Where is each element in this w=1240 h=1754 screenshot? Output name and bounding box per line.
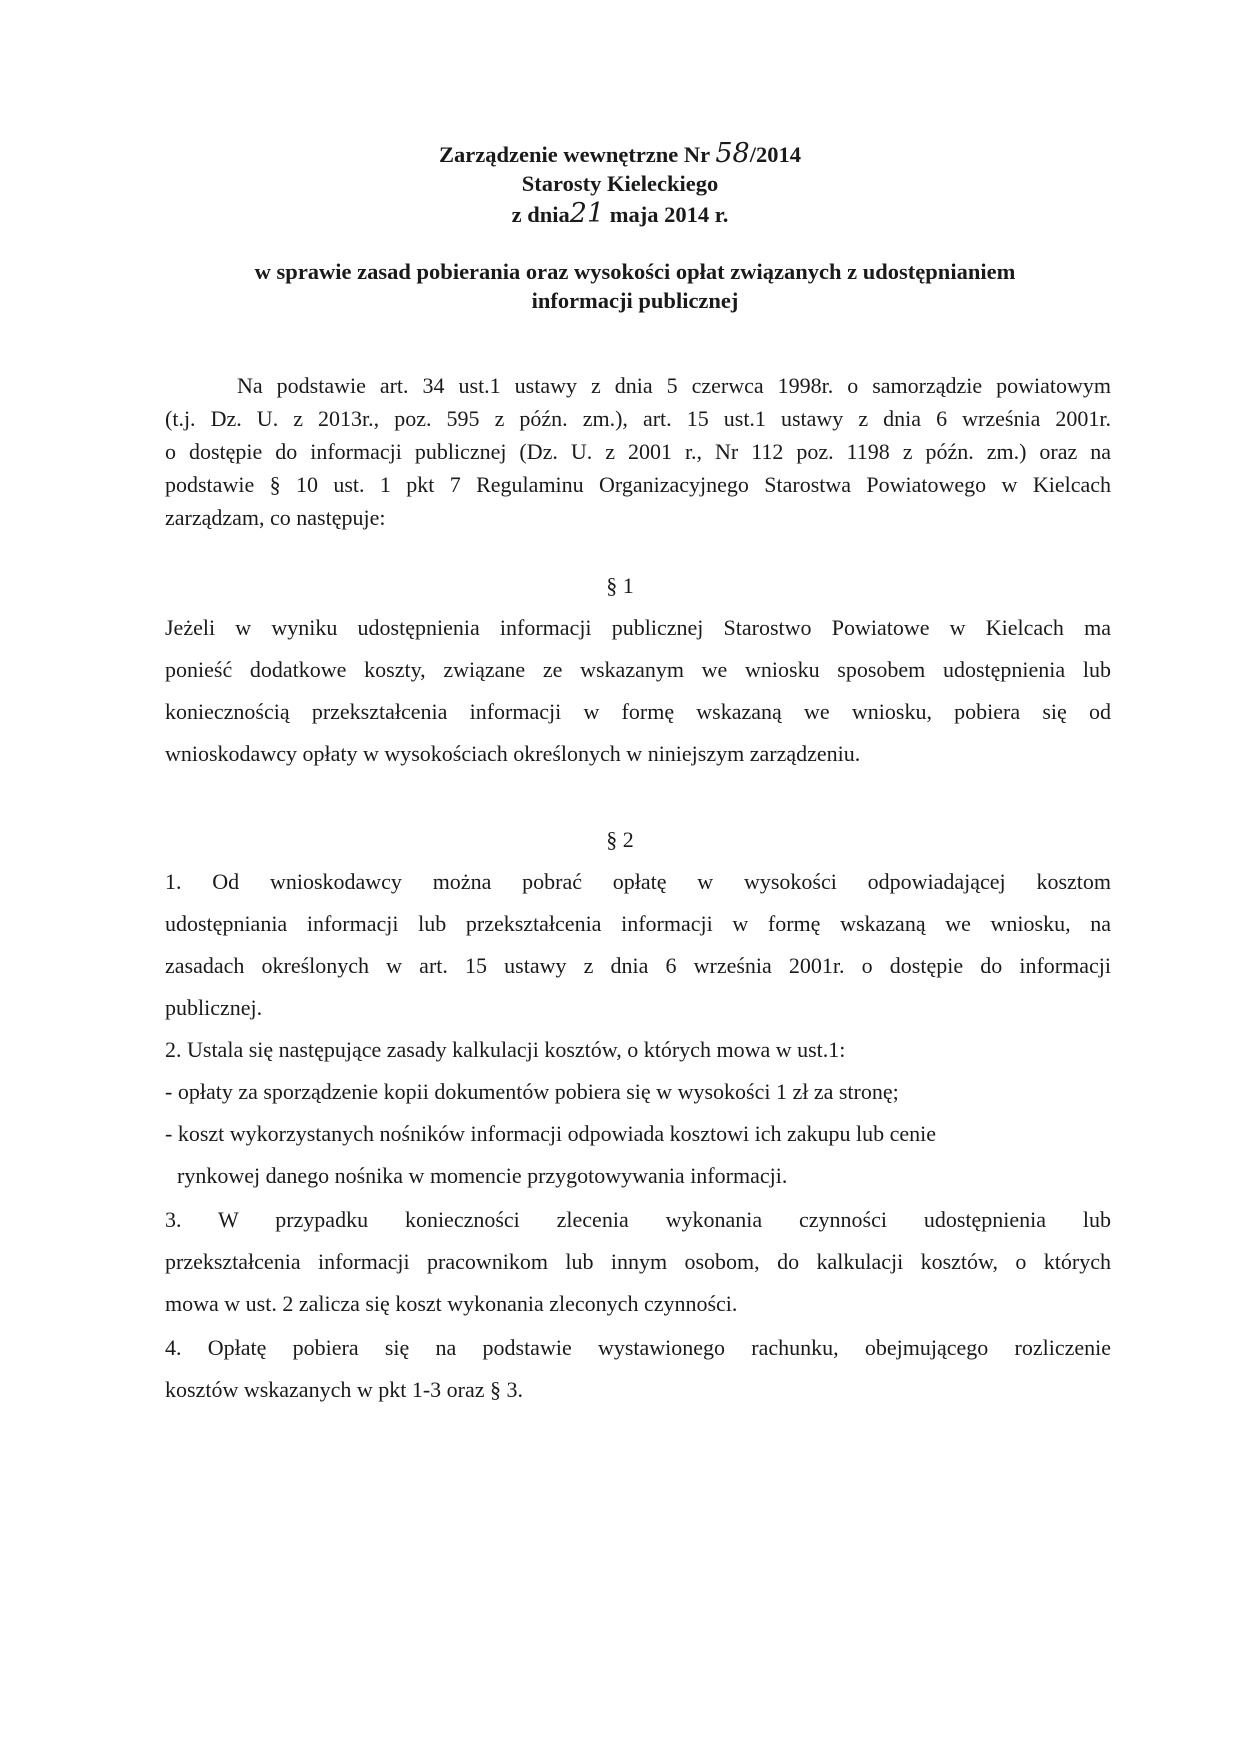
section-1-mark: § 1 [606, 573, 634, 598]
preamble-line-3: o dostępie do informacji publicznej (Dz. U. z 2001 r., Nr 112 poz. 1198 z późn. zm.) oraz na [165, 439, 1111, 464]
section-2-p2-bullet-2-line-1: - koszt wykorzystanych nośników informacji odpowiada kosztowi ich zakupu lub cenie [165, 1121, 937, 1146]
section-2-p4-line-1: 4. Opłatę pobiera się na podstawie wystawionego rachunku, obejmującego rozliczenie [165, 1335, 1111, 1360]
section-2-p3-line-3: mowa w ust. 2 zalicza się koszt wykonania zleconych czynności. [165, 1291, 738, 1316]
subject-line-1: w sprawie zasad pobierania oraz wysokości opłat związanych z udostępnianiem [254, 259, 1016, 284]
subject-line-2: informacji publicznej [531, 288, 739, 313]
preamble-line-1: Na podstawie art. 34 ust.1 ustawy z dnia 5 czerwca 1998r. o samorządzie powiatowym [237, 373, 1111, 398]
preamble-line-5: zarządzam, co następuje: [165, 505, 386, 530]
preamble-line-2: (t.j. Dz. U. z 2013r., poz. 595 z późn. zm.), art. 15 ust.1 ustawy z dnia 6 września 2001r. [165, 406, 1111, 431]
section-2-p1-line-3: zasadach określonych w art. 15 ustawy z dnia 6 września 2001r. o dostępie do informacji [165, 953, 1111, 978]
section-1-line-3: koniecznością przekształcenia informacji w formę wskazaną we wniosku, pobiera się od [165, 699, 1111, 724]
ordinance-title-line [0, 140, 1240, 169]
issuer-line: Starosty Kieleckiego [521, 171, 719, 196]
date-suffix: maja 2014 r. [609, 202, 729, 227]
section-2-p2-line-1: 2. Ustala się następujące zasady kalkulacji kosztów, o których mowa w ust.1: [165, 1037, 846, 1062]
section-2-p4-line-2: kosztów wskazanych w pkt 1-3 oraz § 3. [165, 1377, 524, 1402]
preamble-line-4: podstawie § 10 ust. 1 pkt 7 Regulaminu Organizacyjnego Starostwa Powiatowego w Kielcach [165, 472, 1111, 497]
section-2-p1-line-4: publicznej. [165, 995, 263, 1020]
handwritten-day: 21 [569, 198, 605, 229]
section-2-p1-line-1: 1. Od wnioskodawcy można pobrać opłatę w wysokości odpowiadającej kosztom [165, 869, 1111, 894]
section-1-line-2: ponieść dodatkowe koszty, związane ze wskazanym we wniosku sposobem udostępnienia lub [165, 657, 1111, 682]
ordinance-title-year: /2014 [749, 142, 801, 167]
section-2-p3-line-2: przekształcenia informacji pracownikom lub innym osobom, do kalkulacji kosztów, o których [165, 1249, 1111, 1274]
section-2-p1-line-2: udostępniania informacji lub przekształcenia informacji w formę wskazaną we wniosku, na [165, 911, 1111, 936]
section-2-p2-bullet-1: - opłaty za sporządzenie kopii dokumentów pobiera się w wysokości 1 zł za stronę; [165, 1079, 899, 1104]
date-prefix: z dnia [511, 202, 570, 227]
section-1-line-1: Jeżeli w wyniku udostępnienia informacji publicznej Starostwo Powiatowe w Kielcach ma [165, 615, 1111, 640]
section-2-mark: § 2 [606, 827, 634, 852]
section-2-p2-bullet-2-line-2: rynkowej danego nośnika w momencie przygotowywania informacji. [177, 1163, 788, 1188]
section-1-line-4: wnioskodawcy opłaty w wysokościach określonych w niniejszym zarządzeniu. [165, 741, 861, 766]
section-2-p3-line-1: 3. W przypadku konieczności zlecenia wykonania czynności udostępnienia lub [165, 1207, 1111, 1232]
ordinance-title-prefix: Zarządzenie wewnętrzne Nr [439, 142, 710, 167]
date-line [0, 200, 1240, 229]
handwritten-number: 58 [715, 138, 750, 169]
